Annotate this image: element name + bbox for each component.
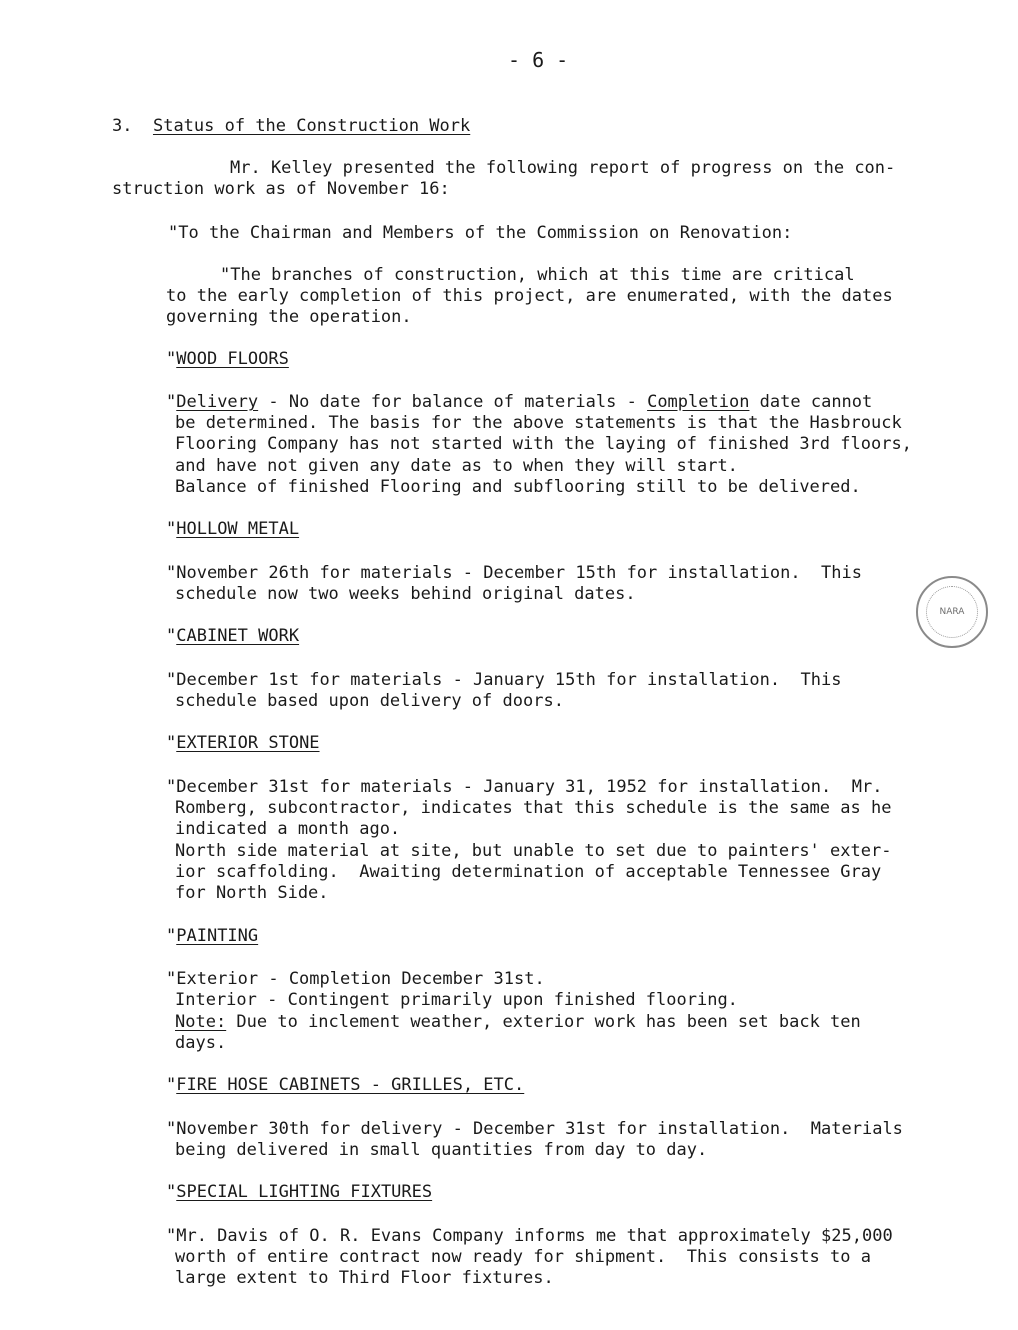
- section-number: 3.: [112, 116, 133, 136]
- salutation: "To the Chairman and Members of the Commission on Renovation:: [168, 223, 793, 243]
- exterior-stone-line-6: for North Side.: [175, 883, 329, 903]
- exterior-stone-line-2: Romberg, subcontractor, indicates that this schedule is the same as he: [175, 798, 892, 818]
- page-number: - 6 -: [508, 48, 569, 72]
- fire-hose-heading-text: FIRE HOSE CABINETS - GRILLES, ETC.: [176, 1075, 525, 1095]
- intro-line-1: Mr. Kelley presented the following report of progress on the con-: [230, 158, 896, 178]
- completion-label: Completion: [647, 392, 750, 412]
- hollow-metal-line-1: "November 26th for materials - December 15th for installation. This: [166, 563, 862, 583]
- painting-note-cont: days.: [175, 1033, 227, 1053]
- exterior-stone-line-4: North side material at site, but unable to set due to painters' exter-: [175, 841, 892, 861]
- wood-floors-line-5: Balance of finished Flooring and subflooring still to be delivered.: [175, 477, 861, 497]
- cabinet-work-line-2: schedule based upon delivery of doors.: [175, 691, 564, 711]
- fire-hose-line-2: being delivered in small quantities from day to day.: [175, 1140, 708, 1160]
- lighting-heading: "SPECIAL LIGHTING FIXTURES: [166, 1182, 433, 1202]
- delivery-label: Delivery: [176, 392, 259, 412]
- section-heading: [112, 116, 470, 137]
- lighting-line-1: "Mr. Davis of O. R. Evans Company informs me that approximately $25,000: [166, 1226, 893, 1246]
- section-title: Status of the Construction Work: [152, 116, 471, 136]
- painting-note: [175, 1012, 861, 1033]
- exterior-stone-line-5: ior scaffolding. Awaiting determination of acceptable Tennessee Gray: [175, 862, 882, 882]
- exterior-stone-line-3: indicated a month ago.: [175, 819, 401, 839]
- wood-floors-line-2: be determined. The basis for the above statements is that the Hasbrouck: [175, 413, 902, 433]
- wood-floors-line-1: "Delivery - No date for balance of materials - Completion date cannot: [166, 392, 873, 412]
- intro-line-2: struction work as of November 16:: [112, 179, 450, 199]
- overview-line-3: governing the operation.: [166, 307, 412, 327]
- note-text: Due to inclement weather, exterior work has been set back ten: [226, 1012, 861, 1032]
- overview-line-1: "The branches of construction, which at this time are critical: [220, 265, 855, 285]
- wood-floors-line-3: Flooring Company has not started with the laying of finished 3rd floors,: [175, 434, 912, 454]
- wood-floors-line-4: and have not given any date as to when they will start.: [175, 456, 738, 476]
- fire-hose-heading: "FIRE HOSE CABINETS - GRILLES, ETC.: [166, 1075, 525, 1095]
- cabinet-work-heading: "CABINET WORK: [166, 626, 300, 646]
- wood-floors-line-1-mid: - No date for balance of materials -: [258, 392, 648, 412]
- hollow-metal-line-2: schedule now two weeks behind original dates.: [175, 584, 636, 604]
- lighting-heading-text: SPECIAL LIGHTING FIXTURES: [176, 1182, 433, 1202]
- exterior-stone-line-1: "December 31st for materials - January 31, 1952 for installation. Mr.: [166, 777, 883, 797]
- overview-line-2: to the early completion of this project, are enumerated, with the dates: [166, 286, 893, 306]
- wood-floors-heading: "WOOD FLOORS: [166, 349, 289, 369]
- lighting-line-3: large extent to Third Floor fixtures.: [175, 1268, 554, 1288]
- cabinet-work-heading-text: CABINET WORK: [176, 626, 300, 646]
- exterior-stone-heading-text: EXTERIOR STONE: [176, 733, 320, 753]
- hollow-metal-heading-text: HOLLOW METAL: [176, 519, 300, 539]
- cabinet-work-line-1: "December 1st for materials - January 15th for installation. This: [166, 670, 842, 690]
- painting-line-1: "Exterior - Completion December 31st.: [166, 969, 545, 989]
- fire-hose-line-1: "November 30th for delivery - December 31st for installation. Materials: [166, 1119, 903, 1139]
- wood-floors-heading-text: WOOD FLOORS: [176, 349, 289, 369]
- hollow-metal-heading: "HOLLOW METAL: [166, 519, 300, 539]
- painting-heading-text: PAINTING: [176, 926, 259, 946]
- painting-line-2: Interior - Contingent primarily upon finished flooring.: [175, 990, 738, 1010]
- wood-floors-line-1-tail: date cannot: [749, 392, 873, 412]
- exterior-stone-heading: "EXTERIOR STONE: [166, 733, 320, 753]
- archive-stamp: [916, 576, 988, 648]
- stamp-label: NARA: [939, 607, 965, 617]
- lighting-line-2: worth of entire contract now ready for shipment. This consists to a: [175, 1247, 871, 1267]
- note-label: Note:: [175, 1012, 227, 1032]
- painting-heading: "PAINTING: [166, 926, 259, 946]
